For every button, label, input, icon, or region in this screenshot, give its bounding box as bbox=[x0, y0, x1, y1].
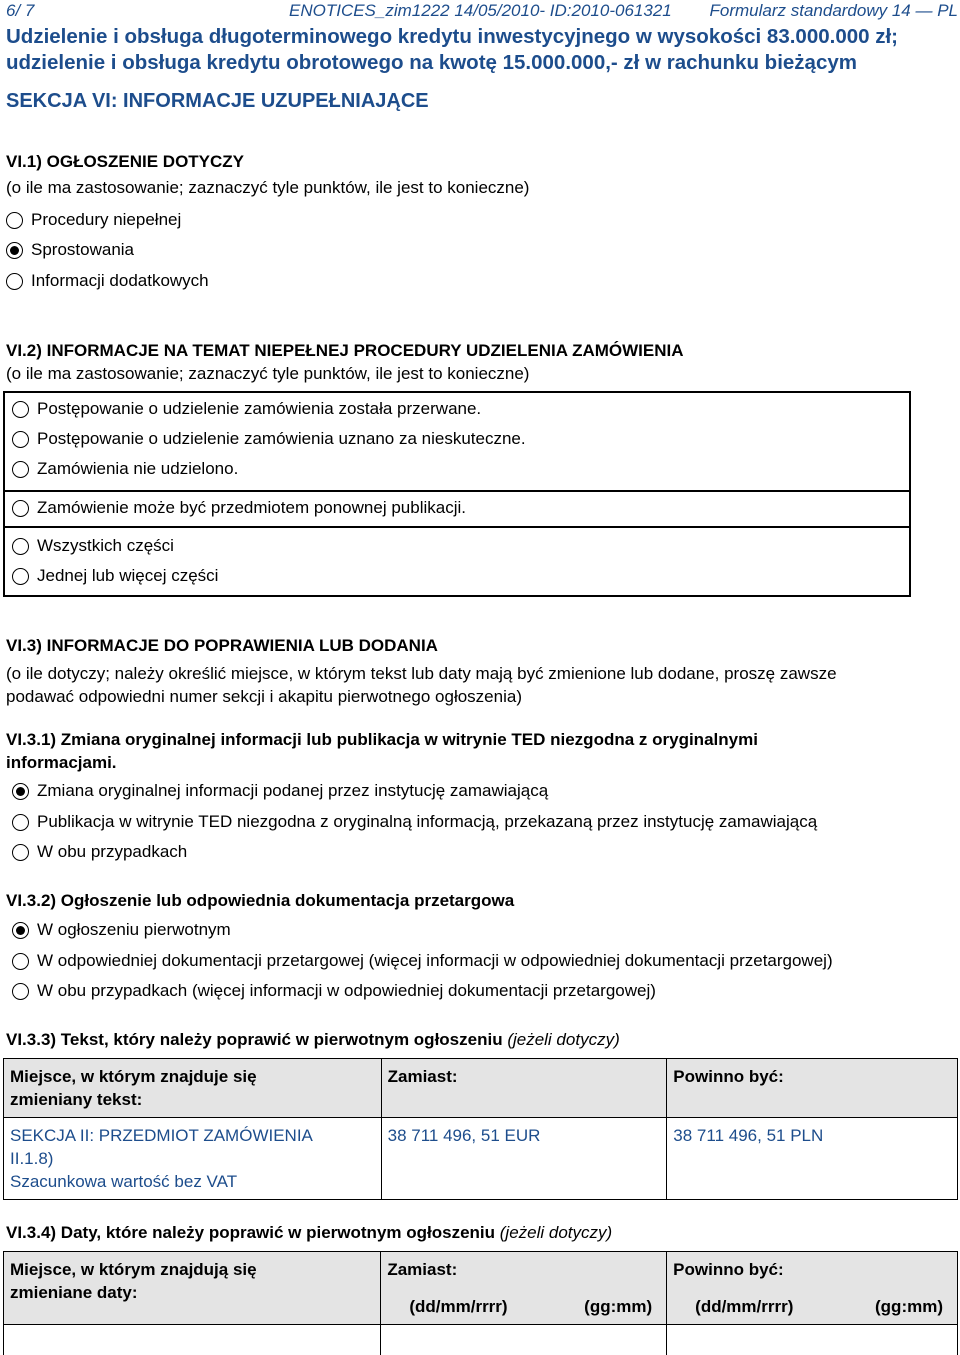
radio-checked-icon[interactable] bbox=[12, 922, 29, 939]
vi31-heading-line2: informacjami. bbox=[6, 753, 117, 772]
vi3-note-line2: podawać odpowiedni numer sekcji i akapitu pierwotnego ogłoszenia) bbox=[6, 687, 522, 706]
table-cell-place: SEKCJA II: PRZEDMIOT ZAMÓWIENIA II.1.8) Szacunkowa wartość bez VAT bbox=[4, 1118, 382, 1200]
vi33-heading-text: VI.3.3) Tekst, który należy poprawić w pierwotnym ogłoszeniu bbox=[6, 1030, 503, 1049]
divider bbox=[3, 526, 911, 528]
vi2-option-ponowna-publikacja[interactable] bbox=[12, 498, 466, 518]
page-header bbox=[6, 0, 958, 22]
radio-unchecked-icon[interactable] bbox=[12, 461, 29, 478]
vi2-note: (o ile ma zastosowanie; zaznaczyć tyle punktów, ile jest to konieczne) bbox=[6, 364, 530, 383]
option-label: W ogłoszeniu pierwotnym bbox=[37, 920, 231, 939]
page-number: 6/ 7 bbox=[6, 1, 35, 20]
radio-unchecked-icon[interactable] bbox=[6, 212, 23, 229]
vi1-option-sprostowania[interactable] bbox=[6, 240, 134, 260]
option-label: W odpowiedniej dokumentacji przetargowej (więcej informacji w odpowiedniej dokumentacji przetargowej) bbox=[37, 951, 833, 970]
document-title: Udzielenie i obsługa długoterminowego kredytu inwestycyjnego w wysokości 83.000.000 zł; udzielenie i obsługa kredytu obrotowego na kwotę 15.000.000,- zł w rachunku bieżącym bbox=[6, 25, 899, 74]
date-time-format: (dd/mm/rrrr) (gg:mm) bbox=[695, 1297, 943, 1316]
table-cell bbox=[381, 1325, 667, 1355]
vi3-note-line1: (o ile dotyczy; należy określić miejsce, w którym tekst lub daty mają być zmienione lub dodane, proszę zawsze bbox=[6, 664, 837, 683]
vi1-option-procedury[interactable] bbox=[6, 210, 181, 230]
table-cell-should-be: 38 711 496, 51 PLN bbox=[667, 1118, 958, 1200]
vi1-note: (o ile ma zastosowanie; zaznaczyć tyle punktów, ile jest to konieczne) bbox=[6, 178, 530, 197]
vi2-option-jednej[interactable] bbox=[12, 566, 218, 586]
table-header-cell: Zamiast: bbox=[381, 1059, 667, 1118]
option-label: Sprostowania bbox=[31, 240, 135, 259]
vi2-option-nieskuteczne[interactable] bbox=[12, 429, 526, 449]
date-time-format: (dd/mm/rrrr) (gg:mm) bbox=[409, 1297, 653, 1316]
option-label: Zamówienia nie udzielono. bbox=[37, 459, 239, 478]
table-header-row bbox=[4, 1059, 958, 1118]
radio-checked-icon[interactable] bbox=[6, 242, 23, 259]
option-label: Jednej lub więcej części bbox=[37, 566, 219, 585]
table-cell bbox=[4, 1325, 381, 1355]
vi31-option-zmiana[interactable] bbox=[12, 781, 548, 801]
radio-unchecked-icon[interactable] bbox=[12, 500, 29, 517]
vi1-heading: VI.1) OGŁOSZENIE DOTYCZY bbox=[6, 152, 245, 171]
table-header-cell: Miejsce, w którym znajdują się zmieniane daty: bbox=[4, 1252, 381, 1325]
vi33-table bbox=[3, 1058, 958, 1200]
option-label: Postępowanie o udzielenie zamówienia została przerwane. bbox=[37, 399, 482, 418]
divider bbox=[3, 490, 911, 492]
radio-unchecked-icon[interactable] bbox=[12, 538, 29, 555]
vi1-option-informacji[interactable] bbox=[6, 271, 209, 291]
vi31-option-obu[interactable] bbox=[12, 842, 187, 862]
radio-unchecked-icon[interactable] bbox=[12, 568, 29, 585]
table-header-cell: Miejsce, w którym znajduje się zmieniany tekst: bbox=[4, 1059, 382, 1118]
vi32-option-dokumentacji[interactable] bbox=[12, 951, 833, 971]
option-label: Postępowanie o udzielenie zamówienia uznano za nieskuteczne. bbox=[37, 429, 526, 448]
vi32-heading: VI.3.2) Ogłoszenie lub odpowiednia dokumentacja przetargowa bbox=[6, 891, 515, 910]
form-label: Formularz standardowy 14 — PL bbox=[709, 1, 958, 20]
option-label: W obu przypadkach (więcej informacji w odpowiedniej dokumentacji przetargowej) bbox=[37, 981, 656, 1000]
radio-unchecked-icon[interactable] bbox=[12, 983, 29, 1000]
vi34-heading-note: (jeżeli dotyczy) bbox=[499, 1223, 613, 1242]
vi31-option-publikacja[interactable] bbox=[12, 812, 817, 832]
vi34-table bbox=[3, 1251, 958, 1355]
vi32-option-pierwotnym[interactable] bbox=[12, 920, 231, 940]
section-title: SEKCJA VI: INFORMACJE UZUPEŁNIAJĄCE bbox=[6, 90, 437, 113]
radio-unchecked-icon[interactable] bbox=[12, 844, 29, 861]
option-label: Zamówienie może być przedmiotem ponownej publikacji. bbox=[37, 498, 466, 517]
option-label: Wszystkich części bbox=[37, 536, 174, 555]
vi2-heading: VI.2) INFORMACJE NA TEMAT NIEPEŁNEJ PROCEDURY UDZIELENIA ZAMÓWIENIA bbox=[6, 341, 684, 360]
table-cell-instead: 38 711 496, 51 EUR bbox=[381, 1118, 667, 1200]
vi32-option-obu[interactable] bbox=[12, 981, 656, 1001]
vi2-option-nie-udzielono[interactable] bbox=[12, 459, 238, 479]
table-header-cell: Zamiast: (dd/mm/rrrr) (gg:mm) bbox=[381, 1252, 667, 1325]
vi33-heading bbox=[6, 1030, 620, 1050]
vi2-option-wszystkich[interactable] bbox=[12, 536, 174, 556]
option-label: Informacji dodatkowych bbox=[31, 271, 209, 290]
table-row bbox=[4, 1118, 958, 1200]
vi2-option-przerwane[interactable] bbox=[12, 399, 481, 419]
radio-unchecked-icon[interactable] bbox=[12, 401, 29, 418]
option-label: Zmiana oryginalnej informacji podanej przez instytucję zamawiającą bbox=[37, 781, 549, 800]
table-header-cell: Powinno być: (dd/mm/rrrr) (gg:mm) bbox=[667, 1252, 958, 1325]
option-label: Procedury niepełnej bbox=[31, 210, 182, 229]
table-header-row bbox=[4, 1252, 958, 1325]
radio-unchecked-icon[interactable] bbox=[6, 273, 23, 290]
vi34-heading bbox=[6, 1223, 612, 1243]
radio-checked-icon[interactable] bbox=[12, 783, 29, 800]
table-cell bbox=[667, 1325, 958, 1355]
table-row bbox=[4, 1325, 958, 1355]
vi34-heading-text: VI.3.4) Daty, które należy poprawić w pierwotnym ogłoszeniu bbox=[6, 1223, 496, 1242]
radio-unchecked-icon[interactable] bbox=[12, 814, 29, 831]
vi31-heading-line1: VI.3.1) Zmiana oryginalnej informacji lub publikacja w witrynie TED niezgodna z oryginalnymi bbox=[6, 730, 758, 749]
option-label: Publikacja w witrynie TED niezgodna z oryginalną informacją, przekazaną przez instytucję zamawiającą bbox=[37, 812, 818, 831]
notice-id: ENOTICES_zim1222 14/05/2010- ID:2010-061321 bbox=[289, 1, 672, 20]
radio-unchecked-icon[interactable] bbox=[12, 431, 29, 448]
option-label: W obu przypadkach bbox=[37, 842, 188, 861]
vi3-heading: VI.3) INFORMACJE DO POPRAWIENIA LUB DODANIA bbox=[6, 636, 438, 655]
vi33-heading-note: (jeżeli dotyczy) bbox=[507, 1030, 620, 1049]
radio-unchecked-icon[interactable] bbox=[12, 953, 29, 970]
table-header-cell: Powinno być: bbox=[667, 1059, 958, 1118]
